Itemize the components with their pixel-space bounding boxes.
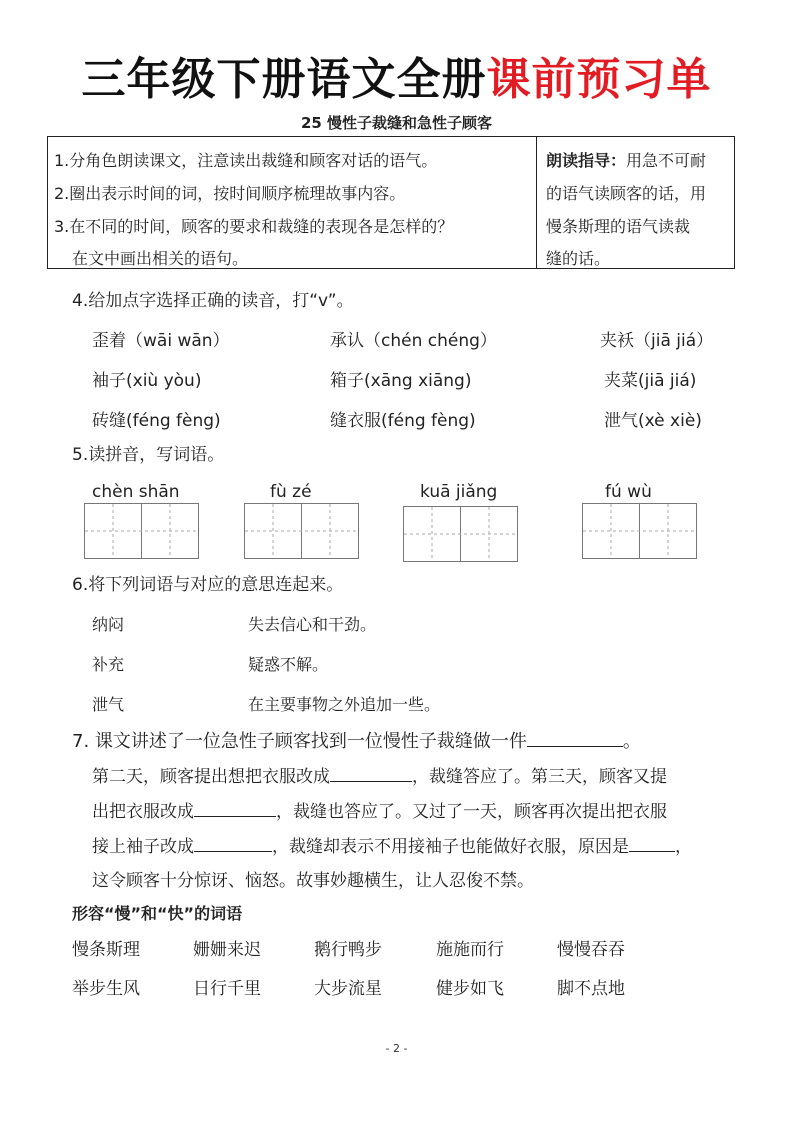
writing-grid-2[interactable] — [244, 503, 359, 559]
title-red: 课前预习单 — [486, 54, 712, 105]
answer-blank-2[interactable] — [330, 765, 412, 782]
lesson-title: 25 慢性子裁缝和急性子顾客 — [300, 114, 493, 132]
q6-meaning-2: 疑惑不解。 — [248, 655, 329, 674]
page-title — [0, 52, 793, 108]
reading-guide-line-3: 慢条斯理的语气读裁 — [546, 217, 691, 236]
grid-lines — [404, 507, 517, 561]
grid-lines — [85, 504, 198, 558]
q4-item-8: 缝衣服(féng fèng) — [330, 411, 476, 431]
grid-lines — [245, 504, 358, 558]
writing-grid-4[interactable] — [582, 503, 697, 559]
answer-blank-1[interactable] — [527, 730, 623, 747]
q4-item-9: 泄气(xè xiè) — [604, 411, 702, 431]
q4-item-1: 歪着（wāi wān） — [92, 331, 230, 351]
fast-word-3: 大步流星 — [314, 979, 382, 999]
answer-blank-4[interactable] — [194, 835, 272, 852]
q7-line-4: 接上袖子改成 ，裁缝却表示不用接袖子也能做好衣服，原因是 ， — [92, 837, 692, 857]
task-3-cont: 在文中画出相关的语句。 — [72, 249, 249, 268]
q4-prompt: 4.给加点字选择正确的读音，打“v”。 — [72, 291, 354, 311]
q6-prompt: 6.将下列词语与对应的意思连起来。 — [72, 575, 344, 595]
q5-pinyin-4: fú wù — [605, 482, 652, 502]
slow-word-3: 鹅行鸭步 — [314, 940, 382, 960]
fast-word-2: 日行千里 — [193, 979, 261, 999]
reading-guide-line-2: 的语气读顾客的话，用 — [546, 184, 707, 203]
q6-word-2: 补充 — [92, 655, 125, 674]
slow-word-4: 施施而行 — [436, 940, 504, 960]
words-heading: 形容“慢”和“快”的词语 — [72, 904, 243, 923]
q4-item-7: 砖缝(féng fèng) — [92, 411, 221, 431]
reading-guide-line-1: 朗读指导：用急不可耐 — [546, 151, 707, 170]
q6-word-3: 泄气 — [92, 695, 125, 714]
fast-word-1: 举步生风 — [72, 979, 140, 999]
q4-item-5: 箱子(xāng xiāng) — [330, 371, 472, 391]
q7-line-3: 出把衣服改成 ，裁缝也答应了。又过了一天，顾客再次提出把衣服 — [92, 802, 667, 822]
reading-guide-label: 朗读指导： — [546, 151, 627, 170]
title-black: 三年级下册语文全册 — [81, 54, 487, 105]
slow-word-5: 慢慢吞吞 — [557, 940, 625, 960]
task-1: 1.分角色朗读课文，注意读出裁缝和顾客对话的语气。 — [54, 151, 438, 170]
q7-line-2: 第二天，顾客提出想把衣服改成 ，裁缝答应了。第三天，顾客又提 — [92, 767, 667, 787]
slow-word-2: 姗姗来迟 — [193, 940, 261, 960]
fast-word-4: 健步如飞 — [436, 979, 504, 999]
q5-prompt: 5.读拼音，写词语。 — [72, 445, 225, 465]
slow-word-1: 慢条斯理 — [72, 940, 140, 960]
q7-line-1: 7. 课文讲述了一位急性子顾客找到一位慢性子裁缝做一件 。 — [72, 731, 641, 752]
preview-task-table — [47, 136, 735, 269]
q4-item-2: 承认（chén chéng） — [330, 331, 497, 351]
q4-item-6: 夹菜(jiā jiá) — [604, 371, 697, 391]
q6-meaning-1: 失去信心和干劲。 — [248, 615, 377, 634]
answer-blank-3[interactable] — [194, 800, 276, 817]
answer-blank-5[interactable] — [629, 835, 675, 852]
fast-word-5: 脚不点地 — [557, 979, 625, 999]
q4-item-4: 袖子(xiù yòu) — [92, 371, 202, 391]
q5-pinyin-2: fù zé — [270, 482, 312, 502]
q5-pinyin-1: chèn shān — [92, 482, 180, 502]
table-divider — [536, 137, 537, 268]
q6-meaning-3: 在主要事物之外追加一些。 — [248, 695, 441, 714]
reading-guide-line-4: 缝的话。 — [546, 249, 611, 268]
q7-line-5: 这令顾客十分惊讶、恼怒。故事妙趣横生，让人忍俊不禁。 — [92, 871, 534, 891]
q5-pinyin-3: kuā jiǎng — [420, 482, 498, 502]
grid-lines — [583, 504, 696, 558]
q4-item-3: 夹袄（jiā jiá） — [600, 331, 714, 351]
writing-grid-3[interactable] — [403, 506, 518, 562]
q6-word-1: 纳闷 — [92, 615, 125, 634]
page-number: - 2 - — [385, 1042, 408, 1055]
task-3: 3.在不同的时间，顾客的要求和裁缝的表现各是怎样的？ — [54, 217, 454, 236]
task-2: 2.圈出表示时间的词，按时间顺序梳理故事内容。 — [54, 184, 406, 203]
writing-grid-1[interactable] — [84, 503, 199, 559]
